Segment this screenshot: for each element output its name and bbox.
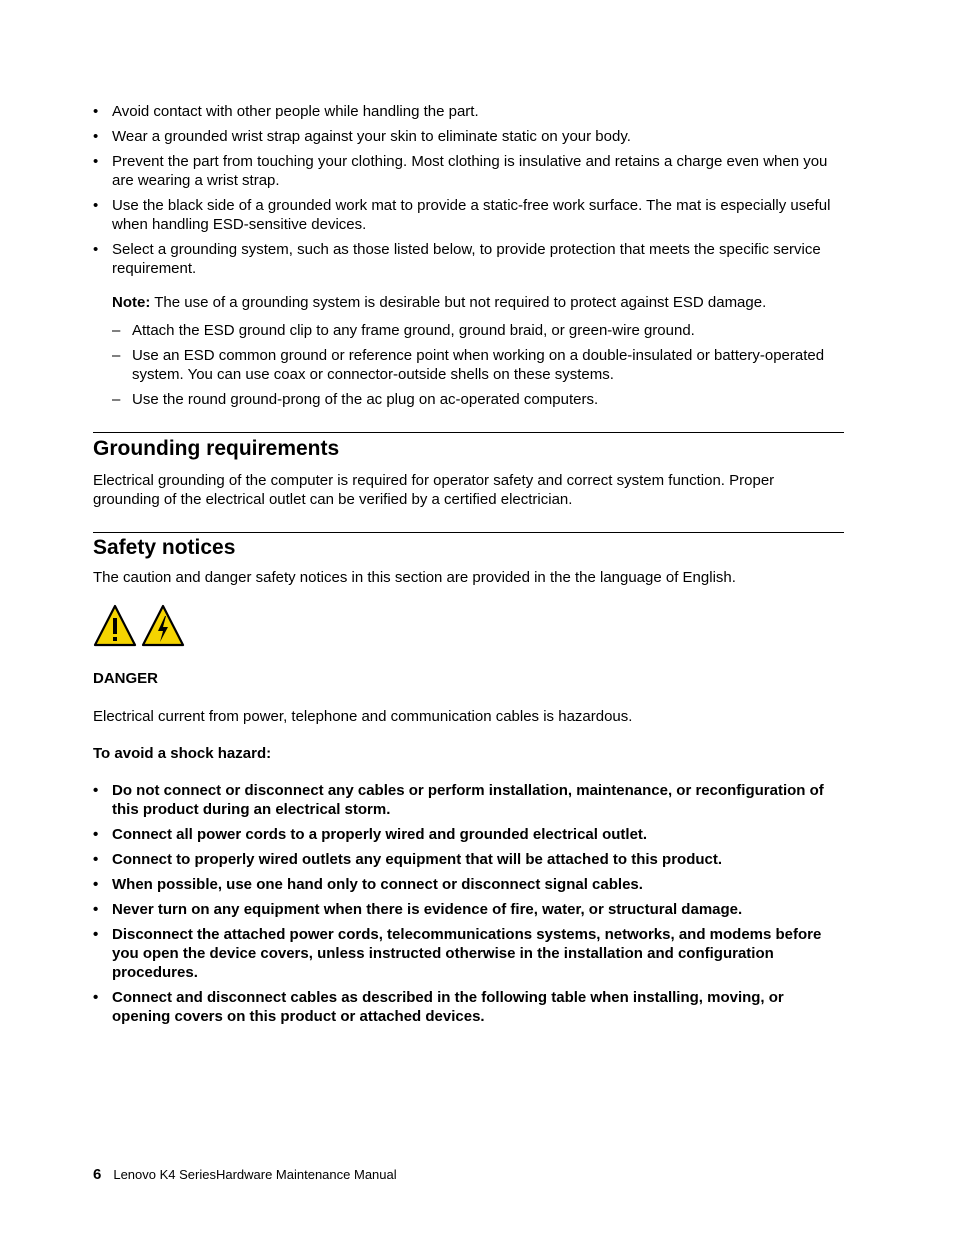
list-item: • Connect to properly wired outlets any equipment that will be attached to this product. (93, 850, 844, 869)
note-text: The use of a grounding system is desirable but not required to protect against ESD damage. (154, 294, 767, 311)
grounding-paragraph: Electrical grounding of the computer is required for operator safety and correct system function. Proper grounding of the electrical outlet can be verified by a certified electrician. (93, 472, 775, 508)
list-item: – Attach the ESD ground clip to any frame ground, ground braid, or green-wire ground. (112, 321, 844, 340)
list-item: – Use the round ground-prong of the ac plug on ac-operated computers. (112, 390, 844, 409)
note-label: Note: (112, 294, 151, 311)
list-item: • Use the black side of a grounded work mat to provide a static-free work surface. The mat is especially useful when handling ESD-sensitive devices. (93, 196, 844, 234)
section-divider (93, 432, 844, 433)
safety-heading: Safety notices (93, 536, 236, 559)
safety-intro: The caution and danger safety notices in this section are provided in the the language of English. (93, 569, 736, 586)
high-voltage-icon (141, 604, 185, 648)
list-item: • Connect and disconnect cables as described in the following table when installing, moving, or opening covers on this product or attached devices. (93, 988, 844, 1026)
page-number: 6 (93, 1166, 102, 1183)
avoid-shock-label: To avoid a shock hazard: (93, 745, 272, 762)
grounding-system-list (112, 321, 844, 415)
danger-text: Electrical current from power, telephone and communication cables is hazardous. (93, 708, 633, 725)
list-item: • Never turn on any equipment when there is evidence of fire, water, or structural damage. (93, 900, 844, 919)
esd-precautions-list (93, 102, 844, 284)
section-divider (93, 532, 844, 533)
note (112, 293, 844, 312)
page-footer (93, 1165, 397, 1184)
list-item: • Connect all power cords to a properly wired and grounded electrical outlet. (93, 825, 844, 844)
shock-hazard-list (93, 781, 844, 1032)
list-item: • Prevent the part from touching your clothing. Most clothing is insulative and retains a charge even when you are wearing a wrist strap. (93, 152, 844, 190)
safety-icons (93, 604, 189, 648)
list-item: • Disconnect the attached power cords, telecommunications systems, networks, and modems before you open the device covers, unless instructed otherwise in the installation and configuration procedures. (93, 925, 844, 982)
list-item: • Avoid contact with other people while handling the part. (93, 102, 844, 121)
list-item: • Select a grounding system, such as those listed below, to provide protection that meets the specific service requirement. (93, 240, 844, 278)
list-item: – Use an ESD common ground or reference point when working on a double-insulated or battery-operated system. You can use coax or connector-outside shells on these systems. (112, 346, 844, 384)
list-item: • Do not connect or disconnect any cables or perform installation, maintenance, or reconfiguration of this product during an electrical storm. (93, 781, 844, 819)
warning-exclamation-icon (93, 604, 137, 648)
grounding-heading: Grounding requirements (93, 437, 340, 460)
manual-title: Lenovo K4 SeriesHardware Maintenance Manual (113, 1167, 397, 1182)
document-page (93, 0, 844, 1235)
list-item: • When possible, use one hand only to connect or disconnect signal cables. (93, 875, 844, 894)
list-item: • Wear a grounded wrist strap against your skin to eliminate static on your body. (93, 127, 844, 146)
danger-label: DANGER (93, 670, 159, 687)
